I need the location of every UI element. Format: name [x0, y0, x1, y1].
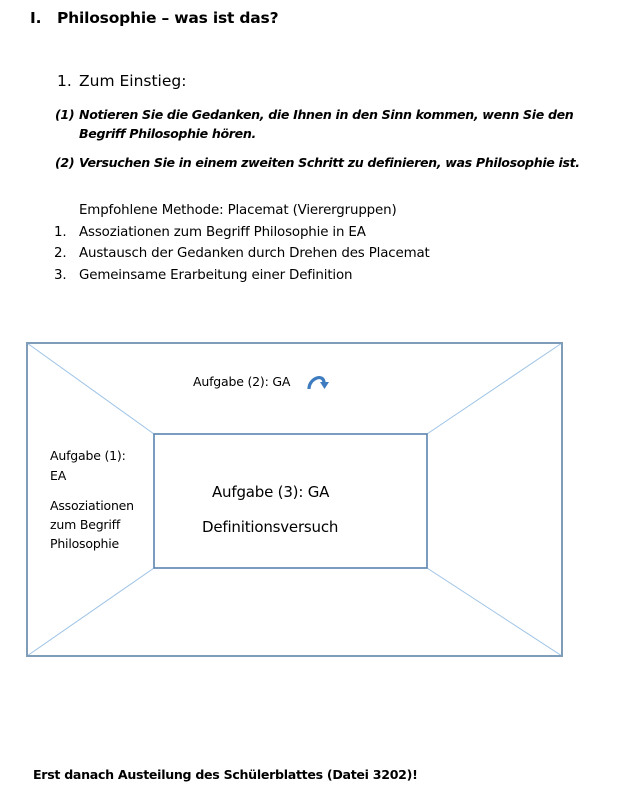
placemat-top-field-label: Aufgabe (2): GA — [193, 374, 291, 389]
task-number: (1) — [55, 107, 75, 122]
task-number: (2) — [55, 155, 75, 170]
task-text-continued: Begriff Philosophie hören. — [79, 126, 256, 141]
heading-title: Philosophie – was ist das? — [57, 9, 279, 27]
step-number: 2. — [54, 246, 67, 261]
task-text: Notieren Sie die Gedanken, die Ihnen in den Sinn kommen, wenn Sie den — [79, 107, 574, 122]
diagonal-bottom-left — [27, 568, 154, 656]
placemat-inner-border — [154, 434, 427, 568]
method-label: Empfohlene Methode: Placemat (Vierergruppen) — [79, 203, 397, 218]
placemat-left-field-desc: Assoziationen — [50, 498, 134, 513]
diagonal-bottom-right — [427, 568, 562, 656]
diagonal-top-right — [427, 343, 562, 434]
placemat-left-field-desc: zum Begriff — [50, 517, 121, 532]
curved-arrow-rotate-icon — [309, 378, 329, 389]
placemat-center-field-title: Aufgabe (3): GA — [212, 483, 330, 501]
placemat-center-field-desc: Definitionsversuch — [202, 518, 339, 536]
heading-number: I. — [30, 9, 42, 27]
placemat-left-field-title: Aufgabe (1): — [50, 448, 126, 463]
task-text: Versuchen Sie in einem zweiten Schritt zu definieren, was Philosophie ist. — [79, 155, 580, 170]
step-text: Assoziationen zum Begriff Philosophie in EA — [79, 225, 366, 240]
step-number: 1. — [54, 225, 67, 240]
step-text: Gemeinsame Erarbeitung einer Definition — [79, 268, 353, 283]
placemat-left-field-desc: Philosophie — [50, 536, 120, 551]
step-number: 3. — [54, 268, 67, 283]
section-label: Zum Einstieg: — [79, 72, 187, 90]
footer-note: Erst danach Austeilung des Schülerblattes (Datei 3202)! — [33, 767, 418, 782]
placemat-left-field-mode: EA — [50, 468, 67, 483]
diagonal-top-left — [27, 343, 154, 434]
section-number: 1. — [57, 72, 72, 90]
step-text: Austausch der Gedanken durch Drehen des Placemat — [79, 246, 430, 261]
